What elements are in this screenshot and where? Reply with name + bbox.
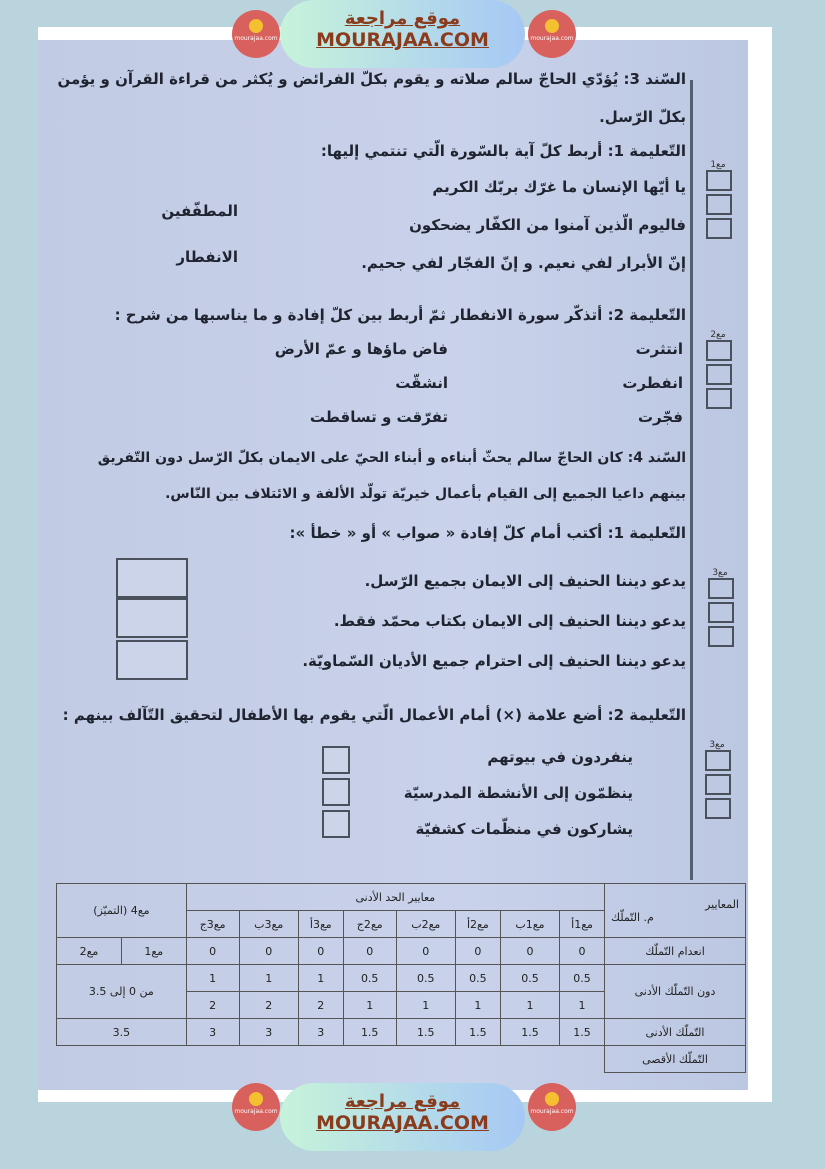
- table-cell: مع2ب: [396, 911, 455, 938]
- table-cell: من 0 إلى 3.5: [57, 965, 187, 1019]
- table-cell: 1: [560, 992, 605, 1019]
- grading-table: المعايير م. التّملّك معايير الحد الأدنى مع4 (التميّز) مع1أ مع1ب مع2أ مع2ب مع2ج مع3أ مع3ب مع3ج انعدام التّملّك 0 0 0 0 0 0 0 0 مع1 مع2 دون التّملّك الأدنى 0.5 0.5 0.5 0.5 0.5 1 1 1 من 0 إلى 3.5 1 1 1 1 1 2 2 2 التّملّك الأدنى 1.5 1.5 1.5 1.5 1.5 3 3 3 3.5 التّملّك الأقصى: [56, 883, 746, 1073]
- min-header: معايير الحد الأدنى: [186, 884, 604, 911]
- table-cell: 2: [186, 992, 239, 1019]
- table-cell: 0: [186, 938, 239, 965]
- answer-box[interactable]: [116, 598, 188, 638]
- table-cell: مع1ب: [500, 911, 559, 938]
- table-cell: 1.5: [343, 1019, 396, 1046]
- situation3-text: السّند 3: يُؤدّي الحاجّ سالم صلاته و يقوم بكلّ الفرائض و يُكثر من قراءة القرآن و يؤمن: [57, 70, 686, 88]
- table-cell: 1: [298, 965, 343, 992]
- table-cell: 0.5: [560, 965, 605, 992]
- table-cell: 1: [343, 992, 396, 1019]
- logo-badge: mourajaa.com: [232, 10, 280, 58]
- table-cell: 0: [343, 938, 396, 965]
- activity: ينفردون في بيوتهم: [487, 748, 633, 766]
- table-cell: مع1: [121, 938, 186, 965]
- table-cell: 1.5: [560, 1019, 605, 1046]
- table-cell: مع1أ: [560, 911, 605, 938]
- table-cell: 0: [239, 938, 298, 965]
- situation4-text2: بينهم داعيا الجميع إلى القيام بأعمال خيريّة تولّد الألفة و الائتلاف بين النّاس.: [165, 486, 686, 502]
- task1-instruction: التّعليمة 1: أربط كلّ آية بالسّورة الّتي تنتمي إليها:: [320, 142, 686, 160]
- checkbox[interactable]: [322, 746, 350, 774]
- criteria-boxes: مع3: [705, 740, 729, 822]
- table-cell: 1: [500, 992, 559, 1019]
- table-cell: 1.5: [500, 1019, 559, 1046]
- statement: يدعو ديننا الحنيف إلى الايمان بجميع الرّسل.: [364, 572, 686, 590]
- table-cell: 3: [186, 1019, 239, 1046]
- table-cell: 0: [455, 938, 500, 965]
- table-cell: 3.5: [57, 1019, 187, 1046]
- checkbox[interactable]: [322, 810, 350, 838]
- table-cell: 0.5: [455, 965, 500, 992]
- word: انتثرت: [635, 340, 683, 358]
- activity: يشاركون في منظّمات كشفيّة: [415, 820, 633, 838]
- meaning: فاض ماؤها و عمّ الأرض: [274, 340, 448, 358]
- table-cell: 3: [239, 1019, 298, 1046]
- table-cell: 3: [298, 1019, 343, 1046]
- task2-instruction: التّعليمة 2: أتذكّر سورة الانفطار ثمّ أربط بين كلّ إفادة و ما يناسبها من شرح :: [114, 306, 686, 324]
- statement: يدعو ديننا الحنيف إلى احترام جميع الأديان السّماويّة.: [302, 652, 686, 670]
- watermark-banner[interactable]: موقع مراجعة MOURAJAA.COM: [280, 1083, 525, 1151]
- table-cell: مع2ج: [343, 911, 396, 938]
- table-cell: 0: [298, 938, 343, 965]
- criteria-boxes: مع3: [708, 568, 732, 650]
- situation4-text: السّند 4: كان الحاجّ سالم يحثّ أبناءه و أبناء الحيّ على الايمان بكلّ الرّسل دون التّفريق: [97, 450, 686, 466]
- statement: يدعو ديننا الحنيف إلى الايمان بكتاب محمّد فقط.: [333, 612, 686, 630]
- table-cell: مع3ب: [239, 911, 298, 938]
- table-cell: 1: [455, 992, 500, 1019]
- task1-instruction: التّعليمة 1: أكتب أمام كلّ إفادة « صواب » أو « خطأ »:: [289, 524, 686, 542]
- answer-box[interactable]: [116, 640, 188, 680]
- margin-line: [690, 80, 693, 880]
- verse: فاليوم الّذين آمنوا من الكفّار يضحكون: [409, 216, 686, 234]
- criteria-boxes: مع1: [706, 160, 730, 242]
- word: انفطرت: [622, 374, 683, 392]
- task2-instruction: التّعليمة 2: أضع علامة (×) أمام الأعمال الّتي يقوم بها الأطفال لتحقيق التّآلف بينهم :: [62, 706, 686, 724]
- table-cell: 1.5: [396, 1019, 455, 1046]
- table-cell: 0: [500, 938, 559, 965]
- logo-badge: mourajaa.com: [232, 1083, 280, 1131]
- logo-badge: mourajaa.com: [528, 1083, 576, 1131]
- word: فجّرت: [637, 408, 683, 426]
- table-cell: مع2: [57, 938, 122, 965]
- checkbox[interactable]: [322, 778, 350, 806]
- logo-badge: mourajaa.com: [528, 10, 576, 58]
- meaning: تفرّقت و تساقطت: [309, 408, 448, 426]
- table-cell: 1: [396, 992, 455, 1019]
- verse: إنّ الأبرار لفي نعيم. و إنّ الفجّار لفي جحيم.: [361, 254, 686, 272]
- table-cell: مع3أ: [298, 911, 343, 938]
- table-cell: 0: [396, 938, 455, 965]
- excellence-header: مع4 (التميّز): [57, 884, 187, 938]
- table-cell: 2: [298, 992, 343, 1019]
- criteria-boxes: مع2: [706, 330, 730, 412]
- table-cell: مع3ج: [186, 911, 239, 938]
- corner-cell: المعايير م. التّملّك: [605, 884, 746, 938]
- table-cell: 1: [186, 965, 239, 992]
- table-cell: 2: [239, 992, 298, 1019]
- surah: المطفّفين: [161, 202, 238, 220]
- watermark-banner[interactable]: موقع مراجعة MOURAJAA.COM: [280, 0, 525, 68]
- table-cell: 0.5: [396, 965, 455, 992]
- scanned-exam-page: [38, 40, 748, 1090]
- meaning: انشقّت: [395, 374, 448, 392]
- table-cell: 0.5: [343, 965, 396, 992]
- surah: الانفطار: [176, 248, 238, 266]
- table-cell: 0: [560, 938, 605, 965]
- answer-box[interactable]: [116, 558, 188, 598]
- table-cell: 1: [239, 965, 298, 992]
- situation3-text2: بكلّ الرّسل.: [599, 108, 686, 126]
- verse: يا أيّها الإنسان ما غرّك بربّك الكريم: [432, 178, 686, 196]
- activity: ينظمّون إلى الأنشطة المدرسيّة: [403, 784, 633, 802]
- table-cell: 1.5: [455, 1019, 500, 1046]
- table-cell: مع2أ: [455, 911, 500, 938]
- table-cell: 0.5: [500, 965, 559, 992]
